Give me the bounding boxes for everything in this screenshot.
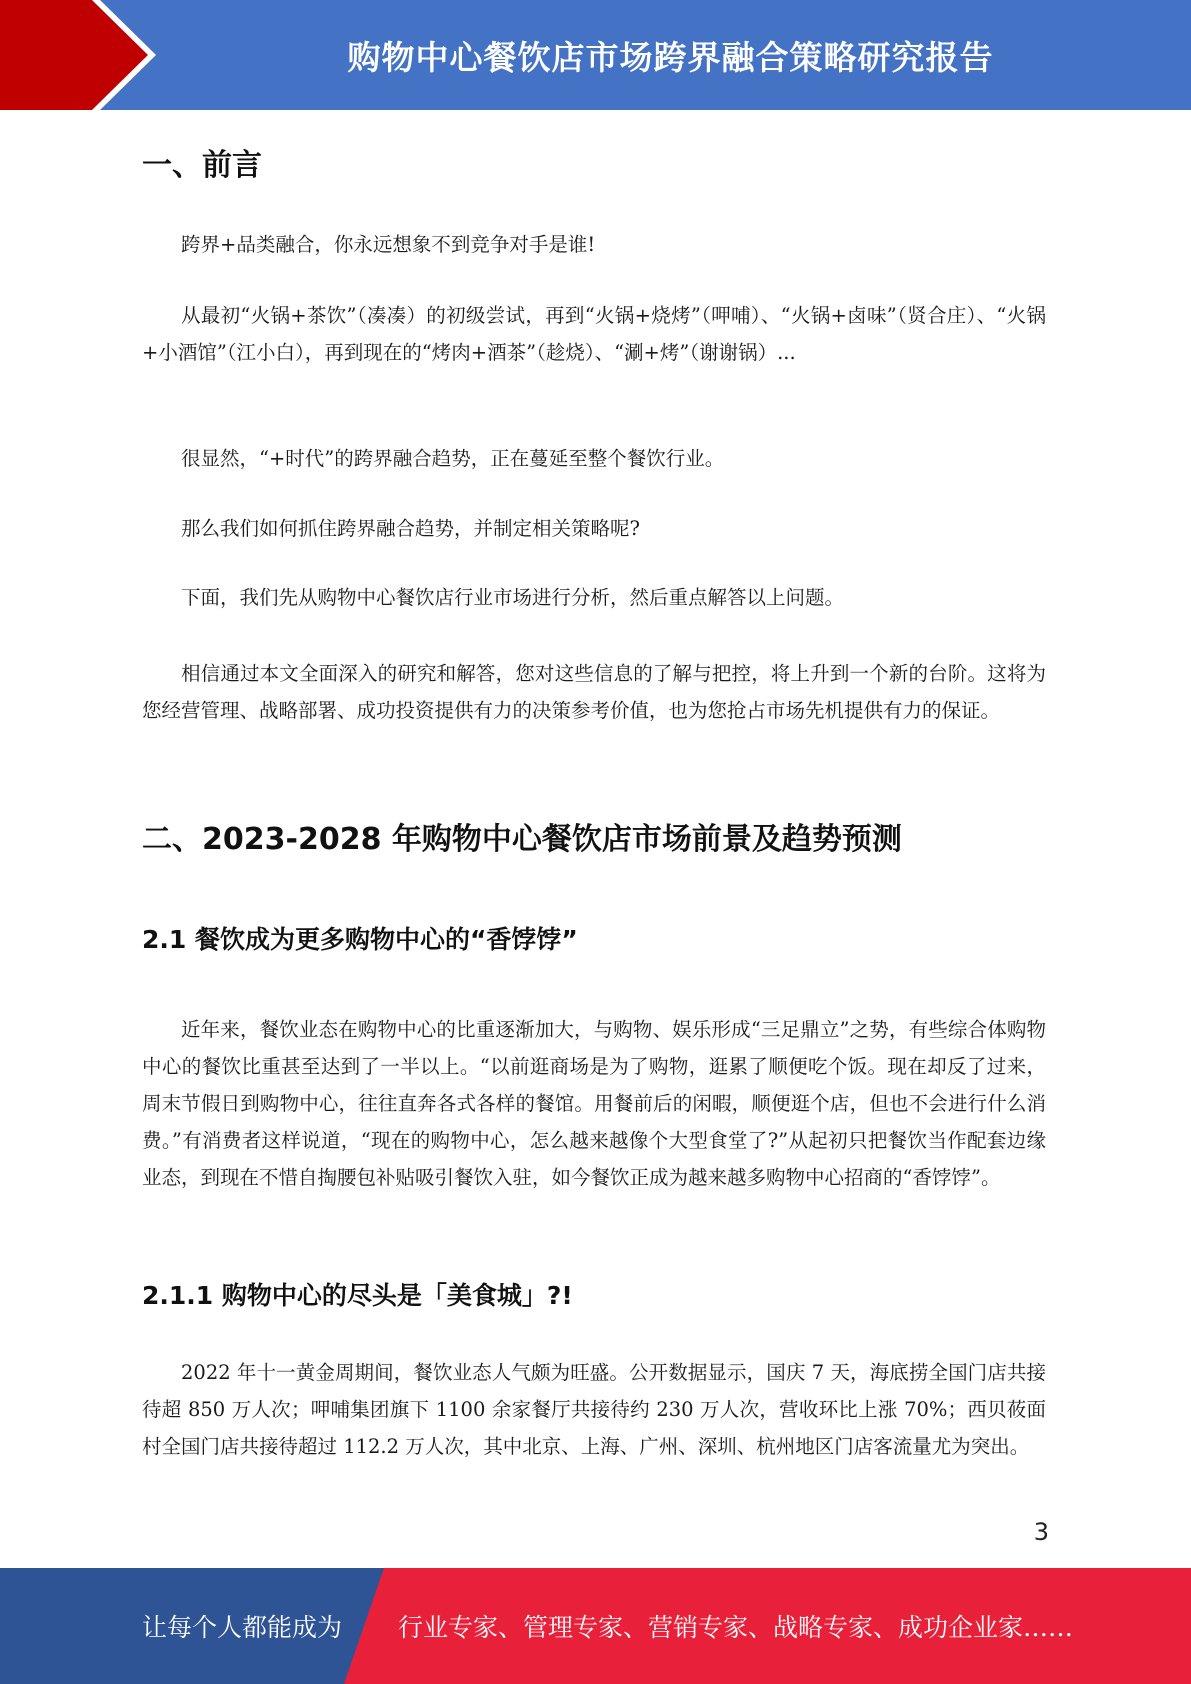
footer-slogan-left: 让每个人都能成为 <box>142 1613 343 1642</box>
paragraph-4: 那么我们如何抓住跨界融合趋势，并制定相关策略呢? <box>181 517 640 540</box>
page-number: 3 <box>1033 1518 1049 1546</box>
section-2-heading: 二、2023-2028 年购物中心餐饮店市场前景及趋势预测 <box>142 822 902 857</box>
paragraph-6: 相信通过本文全面深入的研究和解答，您对这些信息的了解与把控，将上升到一个新的台阶。这将为您经营管理、战略部署、成功投资提供有力的决策参考价值，也为您抢占市场先机提供有力的保证。 <box>142 662 1046 722</box>
paragraph-3: 很显然，“+时代”的跨界融合趋势，正在蔓延至整个餐饮行业。 <box>181 447 725 470</box>
paragraph-2: 从最初“火锅+茶饮”（凑凑）的初级尝试，再到“火锅+烧烤”（呷哺）、“火锅+卤味”（贤合庄）、“火锅+小酒馆”（江小白），再到现在的“烤肉+酒茶”（趁烧）、“涮+烤”（谢谢锅）... <box>142 304 1046 364</box>
footer-slogan-right: 行业专家、管理专家、营销专家、战略专家、成功企业家…… <box>398 1613 1074 1642</box>
paragraph-2-1-1: 2022 年十一黄金周期间，餐饮业态人气颇为旺盛。公开数据显示，国庆 7 天，海底捞全国门店共接待超 850 万人次；呷哺集团旗下 1100 余家餐厅共接待约 230 万人次，营收环比上涨 70%；西贝莜面村全国门店共接待超过 112.2 万人次，其中北京、上海、广州、深圳、杭州地区门店客流量尤为突出。 <box>142 1361 1046 1458</box>
section-2-1-heading: 2.1 餐饮成为更多购物中心的“香饽饽” <box>142 925 578 954</box>
page-header <box>0 0 1191 110</box>
section-2-1-1-heading: 2.1.1 购物中心的尽头是「美食城」?! <box>142 1281 573 1310</box>
page-footer <box>0 1568 1191 1684</box>
paragraph-2-1: 近年来，餐饮业态在购物中心的比重逐渐加大，与购物、娱乐形成“三足鼎立”之势，有些综合体购物中心的餐饮比重甚至达到了一半以上。“以前逛商场是为了购物，逛累了顺便吃个饭。现在却反了过来，周末节假日到购物中心，往往直奔各式各样的餐馆。用餐前后的闲暇，顺便逛个店，但也不会进行什么消费。”有消费者这样说道，“现在的购物中心，怎么越来越像个大型食堂了?”从起初只把餐饮当作配套边缘业态，到现在不惜自掏腰包补贴吸引餐饮入驻，如今餐饮正成为越来越多购物中心招商的“香饽饽”。 <box>142 1018 1046 1189</box>
report-title: 购物中心餐饮店市场跨界融合策略研究报告 <box>347 37 994 77</box>
paragraph-1: 跨界+品类融合，你永远想象不到竞争对手是谁! <box>181 233 596 256</box>
paragraph-5: 下面，我们先从购物中心餐饮店行业市场进行分析，然后重点解答以上问题。 <box>181 586 845 609</box>
section-1-heading: 一、前言 <box>142 148 262 183</box>
